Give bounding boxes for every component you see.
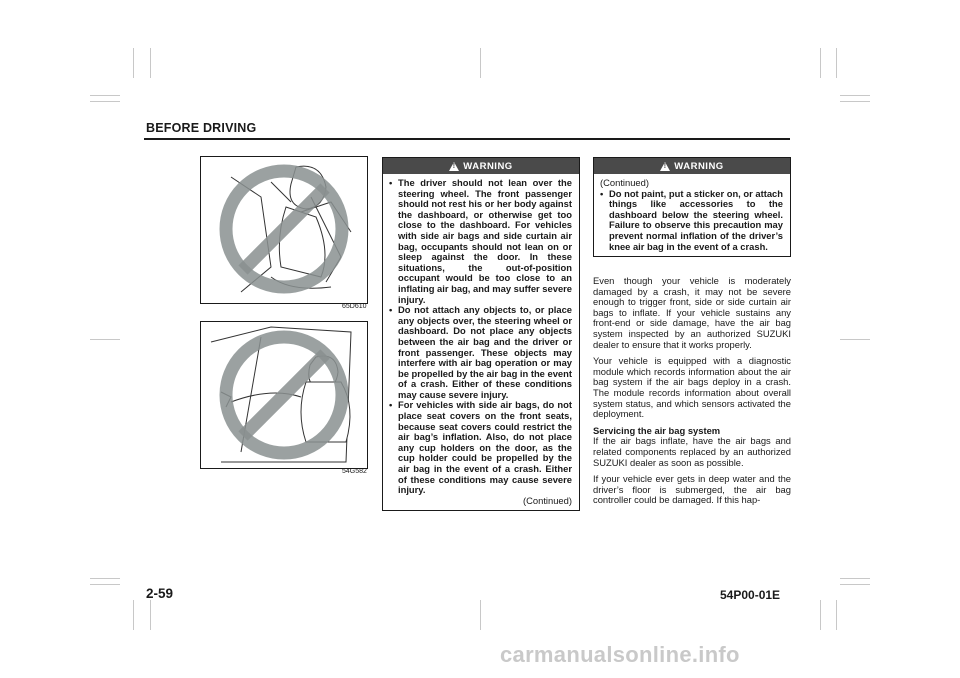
warning-triangle-icon: ! xyxy=(660,162,670,171)
crop-mark xyxy=(90,578,120,579)
continued-note: (Continued) xyxy=(523,494,572,506)
crop-mark xyxy=(840,578,870,579)
figure-code: 54G582 xyxy=(342,468,367,475)
warning-bullet: • Do not attach any objects to, or place any objects over, the steering wheel or dashboard. Do not place any objects between the air bag and the driver or front passenger. These objects may interfere with air bag operation or may be propelled by the air bag in the event of a crash. Either of these conditions may cause severe injury. xyxy=(389,305,572,400)
warning-header xyxy=(383,158,579,174)
warning-body xyxy=(594,174,790,256)
crop-mark xyxy=(480,48,481,78)
section-title: BEFORE DRIVING xyxy=(146,121,257,135)
warning-body xyxy=(383,174,579,510)
warning-bullet: • The driver should not lean over the steering wheel. The front passenger should not rest his or her body against the dashboard, or otherwise get too close to the dashboard. For vehicles with side air bags and side curtain air bag, occupants should not lean on or sleep against the door. In these situations, the out-of-position occupant would be too close to an inflating air bag, and may suffer severe injury. xyxy=(389,178,572,305)
warning-box-left xyxy=(382,157,580,511)
paragraph: If your vehicle ever gets in deep water and the driver’s floor is submerged, the air bag controller could be damaged. If this hap- xyxy=(593,473,791,506)
body-text xyxy=(593,276,791,512)
paragraph: Your vehicle is equipped with a diagnostic module which records information about the air bag system if the air bags deploy in a crash. The module records information about overall system status, and which sensors activated the deployment. xyxy=(593,355,791,420)
crop-mark xyxy=(133,600,134,630)
crop-mark xyxy=(150,600,151,630)
crop-mark xyxy=(820,48,821,78)
warning-bullet: • For vehicles with side air bags, do not place seat covers on the front seats, because seat covers could restrict the air bag’s inflation. Also, do not place any cup holders on the door, as the cup holder could be propelled by the air bag in the event of a crash. Either of these conditions may cause severe injury. xyxy=(389,400,572,495)
crop-mark xyxy=(90,95,120,96)
header-rule xyxy=(144,138,790,140)
crop-mark xyxy=(90,101,120,102)
crop-mark xyxy=(840,101,870,102)
watermark: carmanualsonline.info xyxy=(500,642,740,667)
figure-leaning-on-wheel xyxy=(200,156,368,304)
paragraph: Even though your vehicle is moderately damaged by a crash, it may not be severe enough to trigger front, side or side curtain air bags to inflate. If your vehicle sustains any front-end or side damage, have the air bag system inspected by an authorized SUZUKI dealer to ensure that it works properly. xyxy=(593,275,791,350)
prohibited-illustration-2 xyxy=(201,322,367,468)
warning-bullet: • Do not paint, put a sticker on, or attach things like accessories to the dashboard below the steering wheel. Failure to observe this precaution may prevent normal inflation of the driver’s knee air bag in the event of a crash. xyxy=(600,189,783,253)
paragraph: If the air bags inflate, have the air bags and related components replaced by an authorized SUZUKI dealer as soon as possible. xyxy=(593,435,791,468)
crop-mark xyxy=(150,48,151,78)
warning-title: WARNING xyxy=(463,160,513,172)
crop-mark xyxy=(90,584,120,585)
document-code: 54P00-01E xyxy=(720,588,781,602)
crop-mark xyxy=(820,600,821,630)
crop-mark xyxy=(840,584,870,585)
warning-header xyxy=(594,158,790,174)
prohibited-illustration-1 xyxy=(201,157,367,303)
warning-title: WARNING xyxy=(674,160,724,172)
crop-mark xyxy=(480,600,481,630)
page-number: 2-59 xyxy=(146,586,174,601)
crop-mark xyxy=(836,48,837,78)
crop-mark xyxy=(133,48,134,78)
crop-mark xyxy=(840,95,870,96)
figure-code: 65D610 xyxy=(342,303,367,310)
subheading: Servicing the air bag system xyxy=(593,424,721,436)
crop-mark xyxy=(836,600,837,630)
continued-note: (Continued) xyxy=(600,177,649,188)
crop-mark xyxy=(90,339,120,340)
warning-triangle-icon: ! xyxy=(449,162,459,171)
crop-mark xyxy=(840,339,870,340)
warning-box-right xyxy=(593,157,791,257)
figure-leaning-on-door xyxy=(200,321,368,469)
